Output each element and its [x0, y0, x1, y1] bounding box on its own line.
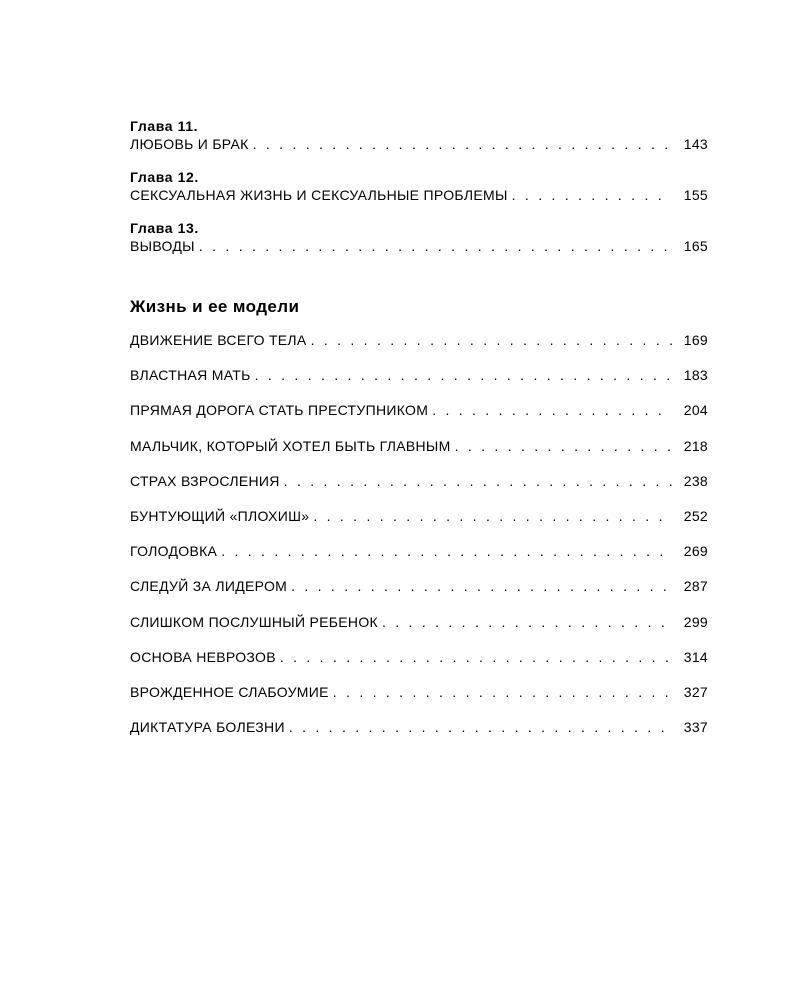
entry-page-number: 299: [683, 613, 708, 630]
entry-page-number: 252: [683, 507, 708, 524]
chapter-label: Глава 12.: [130, 169, 199, 185]
toc-entry: [130, 613, 708, 631]
chapter-label: Глава 11.: [130, 118, 199, 134]
toc-entry: [130, 401, 708, 419]
toc-entry: [130, 718, 708, 736]
dot-leader: [280, 648, 672, 666]
entry-title: ДВИЖЕНИЕ ВСЕГО ТЕЛА: [130, 332, 307, 348]
entry-page-number: 204: [683, 402, 708, 419]
entry-title: СЛЕДУЙ ЗА ЛИДЕРОМ: [130, 578, 288, 595]
entry-title: ЛЮБОВЬ И БРАК: [130, 136, 249, 152]
entry-page-number: 269: [683, 543, 708, 560]
dot-leader: [253, 135, 672, 153]
toc-entry: [130, 437, 708, 455]
dot-leader: [313, 507, 672, 525]
chapter-12: [130, 169, 708, 204]
dot-leader: [382, 613, 672, 631]
dot-leader: [432, 401, 672, 419]
toc-entry: [130, 186, 708, 204]
entry-title: БУНТУЮЩИЙ «ПЛОХИШ»: [130, 507, 310, 524]
table-of-contents: [130, 118, 708, 753]
dot-leader: [512, 186, 672, 204]
toc-entry: [130, 507, 708, 525]
chapter-11: [130, 118, 708, 153]
entry-title: ВЛАСТНАЯ МАТЬ: [130, 367, 251, 384]
toc-entry: [130, 577, 708, 595]
toc-entry: [130, 648, 708, 666]
dot-leader: [221, 542, 672, 560]
entry-title: МАЛЬЧИК, КОТОРЫЙ ХОТЕЛ БЫТЬ ГЛАВНЫМ: [130, 437, 451, 454]
entry-page-number: 165: [683, 238, 708, 254]
entry-page-number: 327: [683, 683, 708, 700]
entry-page-number: 287: [683, 578, 708, 595]
entry-title: ГОЛОДОВКА: [130, 543, 218, 560]
dot-leader: [255, 366, 672, 384]
entry-page-number: 183: [683, 367, 708, 384]
toc-entry: [130, 683, 708, 701]
entry-title: СЕКСУАЛЬНАЯ ЖИЗНЬ И СЕКСУАЛЬНЫЕ ПРОБЛЕМЫ: [130, 187, 508, 203]
entry-page-number: 169: [683, 332, 708, 348]
entry-page-number: 155: [683, 187, 708, 203]
entry-title: СТРАХ ВЗРОСЛЕНИЯ: [130, 472, 280, 489]
entry-page-number: 143: [683, 136, 708, 152]
dot-leader: [199, 237, 672, 255]
entry-title: СЛИШКОМ ПОСЛУШНЫЙ РЕБЕНОК: [130, 613, 378, 630]
entry-title: ВРОЖДЕННОЕ СЛАБОУМИЕ: [130, 683, 329, 700]
entry-title: ДИКТАТУРА БОЛЕЗНИ: [130, 719, 285, 736]
chapter-13: [130, 220, 708, 255]
dot-leader: [291, 577, 672, 595]
entry-title: ПРЯМАЯ ДОРОГА СТАТЬ ПРЕСТУПНИКОМ: [130, 402, 429, 419]
entry-page-number: 337: [683, 719, 708, 736]
toc-entry: [130, 237, 708, 255]
chapter-label: Глава 13.: [130, 220, 199, 236]
dot-leader: [333, 683, 672, 701]
dot-leader: [289, 718, 672, 736]
toc-entry: [130, 331, 708, 349]
dot-leader: [455, 437, 672, 455]
toc-entry: [130, 472, 708, 490]
entry-page-number: 238: [683, 472, 708, 489]
entry-title: ВЫВОДЫ: [130, 238, 195, 254]
toc-entry: [130, 542, 708, 560]
section-entries: [130, 331, 708, 736]
dot-leader: [311, 331, 672, 349]
dot-leader: [284, 472, 672, 490]
entry-page-number: 218: [683, 437, 708, 454]
toc-entry: [130, 135, 708, 153]
entry-title: ОСНОВА НЕВРОЗОВ: [130, 648, 276, 665]
section-title: Жизнь и ее модели: [130, 297, 300, 316]
toc-entry: [130, 366, 708, 384]
entry-page-number: 314: [683, 648, 708, 665]
